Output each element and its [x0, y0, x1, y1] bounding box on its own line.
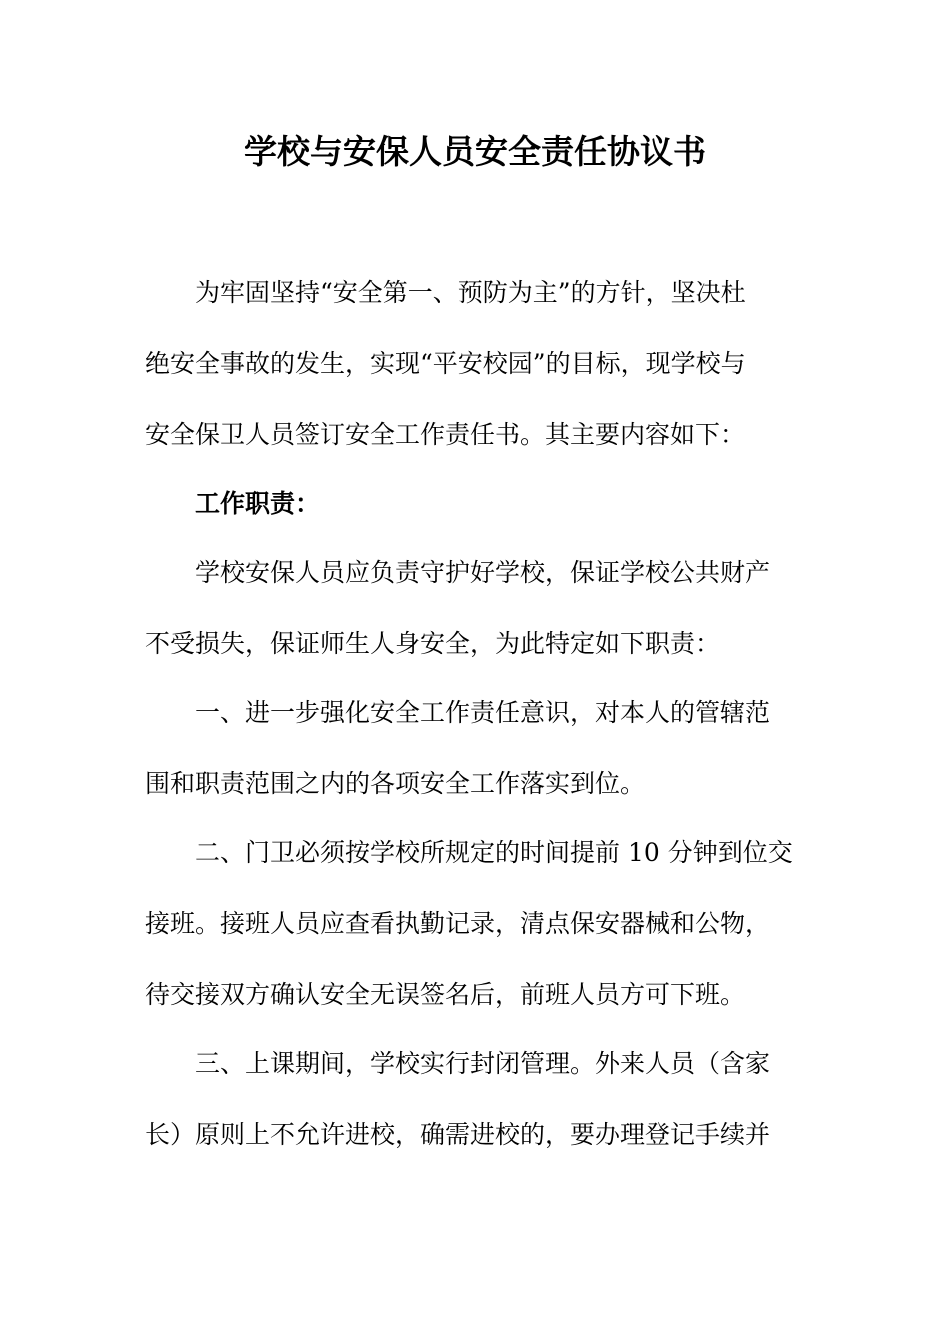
paragraph-duties-line-2: 不受损失，保证师生人身安全，为此特定如下职责： — [145, 629, 721, 658]
paragraph-intro-line-1: 为牢固坚持“安全第一、预防为主”的方针，坚决杜 — [195, 278, 746, 307]
item-three-line-1: 三、上课期间，学校实行封闭管理。外来人员（含家 — [195, 1049, 771, 1078]
document-title: 学校与安保人员安全责任协议书 — [244, 132, 706, 171]
paragraph-intro-line-2: 绝安全事故的发生，实现“平安校园”的目标，现学校与 — [145, 349, 746, 378]
paragraph-intro-line-3: 安全保卫人员签订安全工作责任书。其主要内容如下： — [145, 420, 746, 449]
item-three-line-2: 长）原则上不允许进校，确需进校的，要办理登记手续并 — [145, 1120, 771, 1149]
item-one-line-2: 围和职责范围之内的各项安全工作落实到位。 — [145, 769, 646, 798]
item-one-line-1: 一、进一步强化安全工作责任意识，对本人的管辖范 — [195, 698, 771, 727]
item-two-line-1: 二、门卫必须按学校所规定的时间提前 10 分钟到位交 — [195, 838, 793, 867]
paragraph-duties-line-1: 学校安保人员应负责守护好学校，保证学校公共财产 — [195, 558, 771, 587]
item-two-line-2: 接班。接班人员应查看执勤记录，清点保安器械和公物， — [145, 909, 771, 938]
item-two-line-3: 待交接双方确认安全无误签名后，前班人员方可下班。 — [145, 980, 746, 1009]
section-heading-duties: 工作职责： — [195, 489, 321, 518]
